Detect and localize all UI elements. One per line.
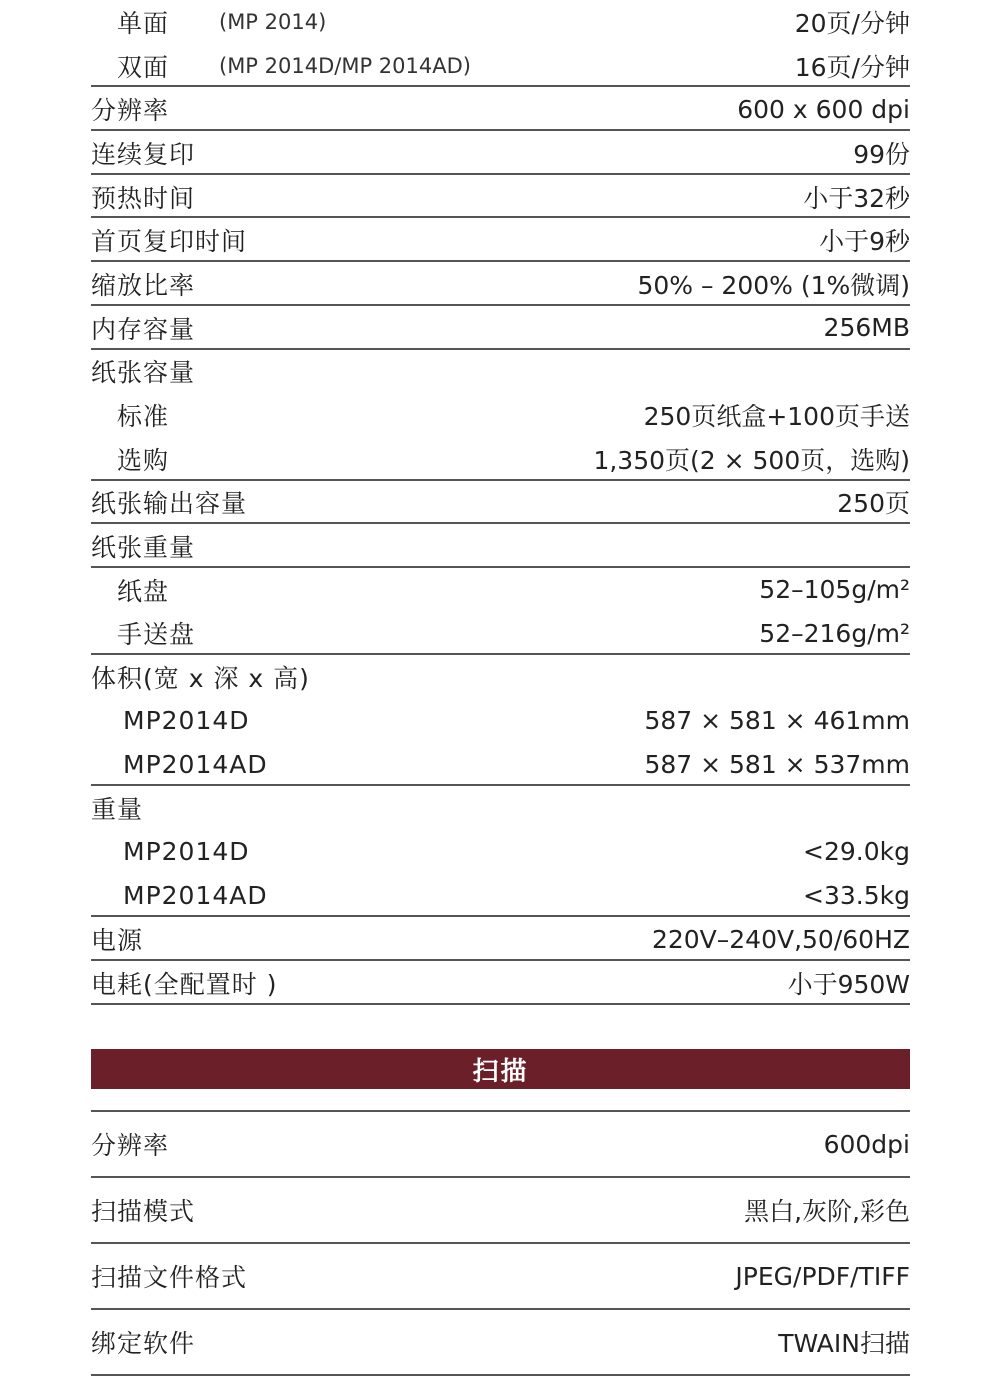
spec-label: 重量 (91, 795, 144, 825)
spec-label: MP2014AD (123, 750, 268, 780)
spec-value: 250页 (837, 489, 910, 519)
spec-label: 选购 (117, 445, 170, 475)
scan-spec-table (91, 1110, 910, 1376)
spec-label: 连续复印 (91, 139, 196, 169)
spec-value: 256MB (823, 313, 910, 343)
spec-label: 体积(宽 x 深 x 高) (91, 664, 310, 694)
scan-value: 黑白,灰阶,彩色 (744, 1197, 910, 1226)
spec-label: 内存容量 (91, 314, 196, 344)
spec-row (91, 306, 910, 350)
spec-row (91, 481, 910, 525)
spec-row (91, 699, 910, 743)
spec-value: 52–105g/m² (759, 575, 910, 605)
spec-label: 纸张重量 (91, 533, 196, 563)
spec-label: MP2014AD (123, 881, 268, 911)
spec-value: 小于950W (787, 969, 910, 999)
spec-row (91, 655, 910, 699)
spec-row (91, 262, 910, 306)
spec-row (91, 524, 910, 568)
spec-label: 预热时间 (91, 183, 196, 213)
spec-row (91, 218, 910, 262)
spec-value: 小于9秒 (819, 227, 910, 257)
spec-label: 标准 (117, 402, 170, 432)
spec-value: 1,350页(2 × 500页，选购) (593, 445, 910, 475)
spec-value: 99份 (853, 139, 910, 169)
spec-row (91, 350, 910, 394)
spec-label: 单面 (117, 8, 170, 38)
spec-row (91, 131, 910, 175)
spec-label: MP2014D (123, 706, 250, 736)
spec-label: 分辨率 (91, 96, 170, 126)
spec-value: 50% – 200% (1%微调) (637, 270, 910, 300)
spec-label: 缩放比率 (91, 270, 196, 300)
spec-value: 587 × 581 × 537mm (644, 750, 910, 780)
spec-note: (MP 2014) (219, 9, 327, 34)
spec-row (91, 961, 910, 1005)
scan-row (91, 1244, 910, 1310)
spec-row (91, 44, 910, 88)
scan-label: 扫描文件格式 (91, 1263, 248, 1292)
scan-row (91, 1112, 910, 1178)
spec-row (91, 917, 910, 961)
spec-value: 小于32秒 (803, 183, 910, 213)
spec-label: 纸张输出容量 (91, 489, 248, 519)
scan-value: JPEG/PDF/TIFF (735, 1261, 910, 1291)
spec-row (91, 0, 910, 44)
spec-label: 双面 (117, 52, 170, 82)
scan-row (91, 1310, 910, 1376)
spec-label: 纸张容量 (91, 358, 196, 388)
spec-label: 手送盘 (117, 620, 196, 650)
spec-row (91, 437, 910, 481)
scan-section-header (91, 1049, 910, 1089)
spec-value: 20页/分钟 (794, 8, 910, 38)
spec-label: 首页复印时间 (91, 227, 248, 257)
scan-label: 分辨率 (91, 1131, 170, 1160)
scan-section-title: 扫描 (472, 1056, 529, 1087)
spec-row (91, 743, 910, 787)
spec-row (91, 393, 910, 437)
spec-row (91, 175, 910, 219)
spec-row (91, 87, 910, 131)
spec-label: 纸盘 (117, 576, 170, 606)
scan-label: 扫描模式 (91, 1197, 196, 1226)
spec-row (91, 786, 910, 830)
scan-value: 600dpi (823, 1129, 910, 1159)
scan-row (91, 1178, 910, 1244)
spec-row (91, 830, 910, 874)
spec-label: MP2014D (123, 837, 250, 867)
spec-value: <29.0kg (803, 837, 910, 867)
spec-value: 220V–240V,50/60HZ (651, 924, 910, 954)
spec-label: 电耗(全配置时 ) (91, 969, 278, 999)
spec-value: 250页纸盒+100页手送 (643, 402, 910, 432)
spec-label: 电源 (91, 926, 144, 956)
spec-value: <33.5kg (803, 881, 910, 911)
spec-note: (MP 2014D/MP 2014AD) (219, 53, 471, 78)
scan-value: TWAIN扫描 (778, 1329, 910, 1358)
scan-label: 绑定软件 (91, 1329, 196, 1358)
copy-spec-table (91, 0, 910, 1005)
spec-value: 16页/分钟 (794, 52, 910, 82)
spec-value: 52–216g/m² (759, 618, 910, 648)
spec-row (91, 612, 910, 656)
spec-row (91, 568, 910, 612)
spec-value: 587 × 581 × 461mm (644, 706, 910, 736)
spec-row (91, 874, 910, 918)
spec-value: 600 x 600 dpi (737, 94, 910, 124)
